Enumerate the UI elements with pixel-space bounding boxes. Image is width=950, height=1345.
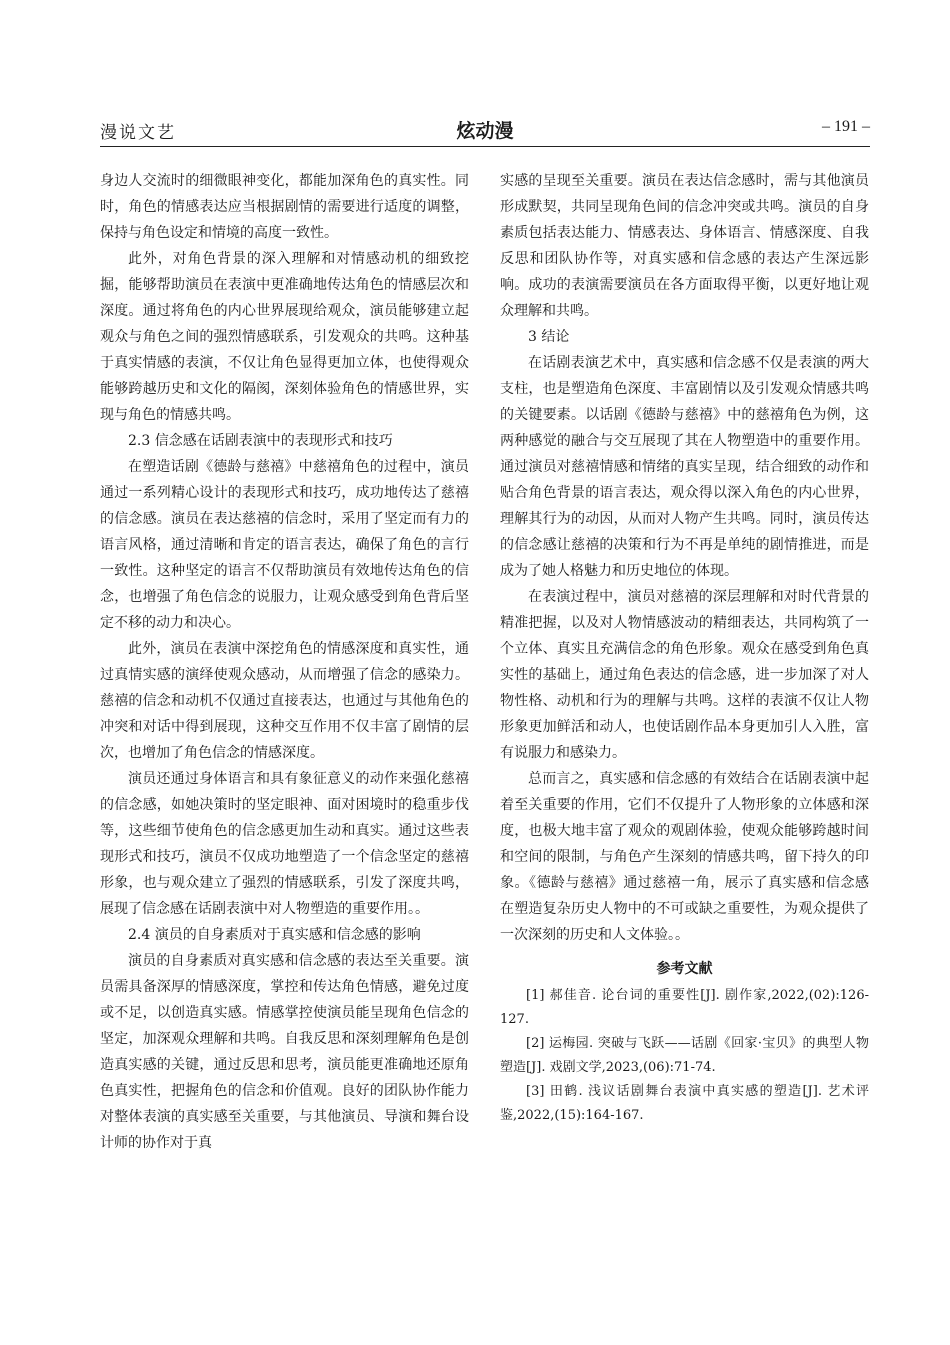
paragraph: 在塑造话剧《德龄与慈禧》中慈禧角色的过程中，演员通过一系列精心设计的表现形式和技巧，成功地传达了慈禧的信念感。演员在表达慈禧的信念时，采用了坚定而有力的语言风格，通过清晰和肯定的语言表达，确保了角色的言行一致性。这种坚定的语言不仅帮助演员有效地传达角色的信念，也增强了角色信念的说服力，让观众感受到角色背后坚定不移的动力和决心。: [100, 459, 469, 631]
paragraph: 演员的自身素质对真实感和信念感的表达至关重要。演员需具备深厚的情感深度，掌控和传达角色情感，避免过度或不足，以创造真实感。情感掌控使演员能呈现角色信念的坚定，加深观众理解和共鸣。自我反思和深刻理解角色是创造真实感的关键，通过反思和思考，演员能更准确地还原角色真实性，把握角色的信念和价值观。良好的团队协作能力对整体表演的真实感至关重要，与其他演员、导演和舞台设计师的协作对于真: [100, 953, 469, 1151]
right-column: [500, 168, 869, 1128]
journal-title: 炫动漫: [456, 120, 514, 142]
reference-item: [2] 运梅园. 突破与飞跃——话剧《回家·宝贝》的典型人物塑造[J]. 戏剧文学,2023,(06):71-74.: [500, 1036, 869, 1075]
paragraph: 在表演过程中，演员对慈禧的深层理解和对时代背景的精准把握，以及对人物情感波动的精细表达，共同构筑了一个立体、真实且充满信念的角色形象。观众在感受到角色真实性的基础上，通过角色表达的信念感，进一步加深了对人物性格、动机和行为的理解与共鸣。这样的表演不仅让人物形象更加鲜活和动人，也使话剧作品本身更加引人入胜，富有说服力和感染力。: [500, 589, 869, 761]
section-heading-3: 3 结论: [528, 329, 570, 345]
section-heading-2-4: 2.4 演员的自身素质对于真实感和信念感的影响: [128, 927, 421, 943]
paragraph: 演员还通过身体语言和具有象征意义的动作来强化慈禧的信念感，如她决策时的坚定眼神、面对困境时的稳重步伐等，这些细节使角色的信念感更加生动和真实。通过这些表现形式和技巧，演员不仅成功地塑造了一个信念坚定的慈禧形象，也与观众建立了强烈的情感联系，引发了深度共鸣，展现了信念感在话剧表演中对人物塑造的重要作用。。: [100, 771, 469, 917]
paragraph: 实感的呈现至关重要。演员在表达信念感时，需与其他演员形成默契，共同呈现角色间的信念冲突或共鸣。演员的自身素质包括表达能力、情感表达、身体语言、情感深度、自我反思和团队协作等，对真实感和信念感的表达产生深远影响。成功的表演需要演员在各方面取得平衡，以更好地让观众理解和共鸣。: [500, 173, 869, 319]
page-number: – 191 –: [822, 118, 870, 135]
left-column: [100, 168, 469, 1156]
paragraph: 在话剧表演艺术中，真实感和信念感不仅是表演的两大支柱，也是塑造角色深度、丰富剧情以及引发观众情感共鸣的关键要素。以话剧《德龄与慈禧》中的慈禧角色为例，这两种感觉的融合与交互展现了其在人物塑造中的重要作用。通过演员对慈禧情感和情绪的真实呈现，结合细致的动作和贴合角色背景的语言表达，观众得以深入角色的内心世界，理解其行为的动因，从而对人物产生共鸣。同时，演员传达的信念感让慈禧的决策和行为不再是单纯的剧情推进，而是成为了她人格魅力和历史地位的体现。: [500, 355, 869, 579]
paragraph: 身边人交流时的细微眼神变化，都能加深角色的真实性。同时，角色的情感表达应当根据剧情的需要进行适度的调整，保持与角色设定和情境的高度一致性。: [100, 173, 469, 241]
paragraph: 总而言之，真实感和信念感的有效结合在话剧表演中起着至关重要的作用，它们不仅提升了人物形象的立体感和深度，也极大地丰富了观众的观剧体验，使观众能够跨越时间和空间的限制，与角色产生深刻的情感共鸣，留下持久的印象。《德龄与慈禧》通过慈禧一角，展示了真实感和信念感在塑造复杂历史人物中的不可或缺之重要性，为观众提供了一次深刻的历史和人文体验。。: [500, 771, 869, 943]
running-header: [100, 118, 870, 148]
header-rule: [100, 146, 870, 147]
paragraph: 此外，演员在表演中深挖角色的情感深度和真实性，通过真情实感的演绎使观众感动，从而增强了信念的感染力。慈禧的信念和动机不仅通过直接表达，也通过与其他角色的冲突和对话中得到展现，这种交互作用不仅丰富了剧情的层次，也增加了角色信念的情感深度。: [100, 641, 469, 761]
reference-item: [1] 郝佳音. 论台词的重要性[J]. 剧作家,2022,(02):126-127.: [500, 988, 869, 1027]
references-title: 参考文献: [656, 961, 713, 977]
section-heading-2-3: 2.3 信念感在话剧表演中的表现形式和技巧: [128, 433, 393, 449]
paragraph: 此外，对角色背景的深入理解和对情感动机的细致挖掘，能够帮助演员在表演中更准确地传达角色的情感层次和深度。通过将角色的内心世界展现给观众，演员能够建立起观众与角色之间的强烈情感联系，引发观众的共鸣。这种基于真实情感的表演，不仅让角色显得更加立体，也使得观众能够跨越历史和文化的隔阂，深刻体验角色的情感世界，实现与角色的情感共鸣。: [100, 251, 469, 423]
journal-section-name: 漫说文艺: [100, 123, 176, 143]
reference-item: [3] 田鹤. 浅议话剧舞台表演中真实感的塑造[J]. 艺术评鉴,2022,(15):164-167.: [500, 1084, 869, 1123]
